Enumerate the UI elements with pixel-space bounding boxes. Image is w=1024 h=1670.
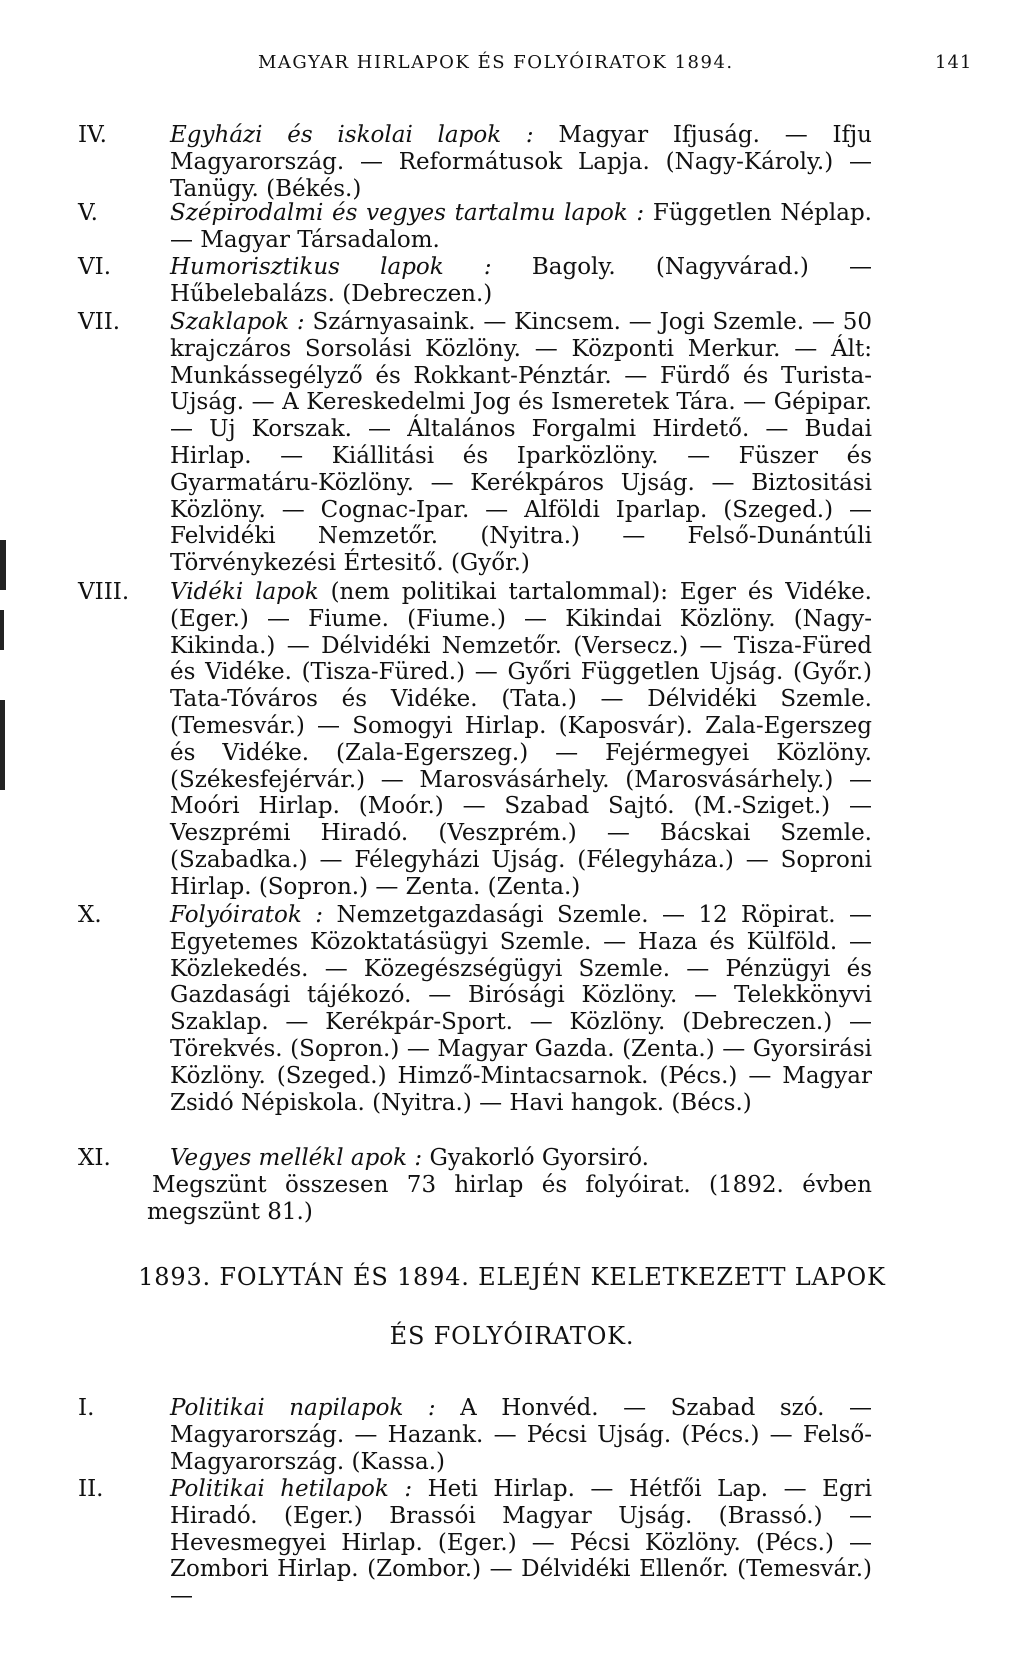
summary-paragraph: Megszünt összesen 73 hirlap és folyóirat. (1892. évben megszünt 81.) (147, 1172, 872, 1225)
entry-viii (78, 579, 872, 901)
running-header (0, 52, 1024, 82)
entry-text: Magyar Ifjuság. — Ifju Magyarország. — Reformátusok Lapja. (Nagy-Károly.) — Tanügy. (Békés.) (170, 122, 872, 202)
entry-text: Heti Hirlap. — Hétfői Lap. — Egri Hiradó. (Eger.) Brassói Magyar Ujság. (Brassó.) — Hevesmegyei Hirlap. (Eger.) — Pécsi Közlöny. (Pécs.) — Zombori Hirlap. (Zombor.) — Délvidéki Ellenőr. (Temesvár.) — (170, 1476, 873, 1610)
entry-text: A Honvéd. — Szabad szó. — Magyarország. — Hazank. — Pécsi Ujság. (Pécs.) — Felső-Magyarország. (Kassa.) (170, 1395, 872, 1475)
entry-number: VIII. (78, 579, 130, 605)
entry-category: Politikai napilapok : (170, 1395, 436, 1421)
header-title: MAGYAR HIRLAPOK ÉS FOLYÓIRATOK 1894. (258, 52, 734, 73)
entry-number: VII. (78, 309, 121, 335)
entry-xi (78, 1145, 872, 1172)
section-heading-line1: 1893. FOLYTÁN ÉS 1894. ELEJÉN KELETKEZETT LAPOK (138, 1263, 886, 1291)
entry-category: Humorisztikus lapok : (170, 254, 492, 280)
entry-category: Vidéki lapok (170, 579, 319, 605)
section-heading-line2: ÉS FOLYÓIRATOK. (389, 1322, 635, 1350)
entry-category: Egyházi és iskolai lapok : (170, 122, 534, 148)
entry-number: I. (78, 1395, 95, 1421)
entry-vi (78, 254, 872, 308)
entry-category: Politikai hetilapok : (170, 1476, 413, 1502)
entry-number: VI. (78, 254, 112, 280)
page-number: 141 (935, 52, 973, 73)
entry-text: Független Néplap. — Magyar Társadalom. (170, 200, 872, 253)
entry-number: IV. (78, 122, 107, 148)
entry-text: Nemzetgazdasági Szemle. — 12 Röpirat. — Egyetemes Közoktatásügyi Szemle. — Haza és Külföld. — Közlekedés. — Közegészségügyi Szemle. — Pénzügyi és Gazdasági tájékozó. — Birósági Közlöny. — Telekkönyvi Szaklap. — Kerékpár-Sport. — Közlöny. (Debreczen.) — Törekvés. (Sopron.) — Magyar Gazda. (Zenta.) — Gyorsirási Közlöny. (Szeged.) Himző-Mintacsarnok. (Pécs.) — Magyar Zsidó Népiskola. (Nyitra.) — Havi hangok. (Bécs.) (170, 902, 872, 1116)
entry-text: Szárnyasaink. — Kincsem. — Jogi Szemle. — 50 krajczáros Sorsolási Közlöny. — Központi Merkur. — Ált: Munkássegélyző és Rokkant-Pénztár. — Fürdő és Turista-Ujság. — A Kereskedelmi Jog és Ismeretek Tára. — Gépipar. — Uj Korszak. — Általános Forgalmi Hirdető. — Budai Hirlap. — Kiállitási és Iparközlöny. — Füszer és Gyarmatáru-Közlöny. — Kerékpáros Ujság. — Biztositási Közlöny. — Cognac-Ipar. — Alföldi Iparlap. (Szeged.) — Felvidéki Nemzetőr. (Nyitra.) — Felső-Dunántúli Törvénykezési Értesitő. (Győr.) (170, 309, 873, 577)
entry-number: II. (78, 1476, 104, 1502)
entry-category: Folyóiratok : (170, 902, 324, 928)
entry-iv (78, 122, 872, 202)
entry-number: XI. (78, 1145, 111, 1171)
entry-number: V. (78, 200, 98, 226)
entry-text: Gyakorló Gyorsiró. (429, 1145, 649, 1171)
entry-new-i (78, 1395, 872, 1475)
entry-x (78, 902, 872, 1116)
scan-edge-mark (0, 700, 5, 790)
entry-v (78, 200, 872, 254)
entry-number: X. (78, 902, 102, 928)
entry-category: Szépirodalmi és vegyes tartalmu lapok : (170, 200, 645, 226)
scan-edge-mark (0, 610, 4, 650)
scan-edge-mark (0, 540, 6, 590)
entry-category: Szaklapok : (170, 309, 305, 335)
entry-vii (78, 309, 873, 577)
entry-new-ii (78, 1476, 873, 1610)
entry-category: Vegyes mellékl apok : (170, 1145, 423, 1171)
entry-text: Bagoly. (Nagyvárad.) — Hűbelebalázs. (Debreczen.) (170, 254, 872, 307)
entry-text: (nem politikai tartalommal): Eger és Vidéke. (Eger.) — Fiume. (Fiume.) — Kikindai Közlöny. (Nagy-Kikinda.) — Délvidéki Nemzetőr. (Versecz.) — Tisza-Füred és Vidéke. (Tisza-Füred.) — Győri Független Ujság. (Győr.) Tata-Tóváros és Vidéke. (Tata.) — Délvidéki Szemle. (Temesvár.) — Somogyi Hirlap. (Kaposvár). Zala-Egerszeg és Vidéke. (Zala-Egerszeg.) — Fejérmegyei Közlöny. (Székesfejérvár.) — Marosvásárhely. (Marosvásárhely.) — Moóri Hirlap. (Moór.) — Szabad Sajtó. (M.-Sziget.) — Veszprémi Hiradó. (Veszprém.) — Bácskai Szemle. (Szabadka.) — Félegyházi Ujság. (Félegyháza.) — Soproni Hirlap. (Sopron.) — Zenta. (Zenta.) (170, 579, 872, 900)
